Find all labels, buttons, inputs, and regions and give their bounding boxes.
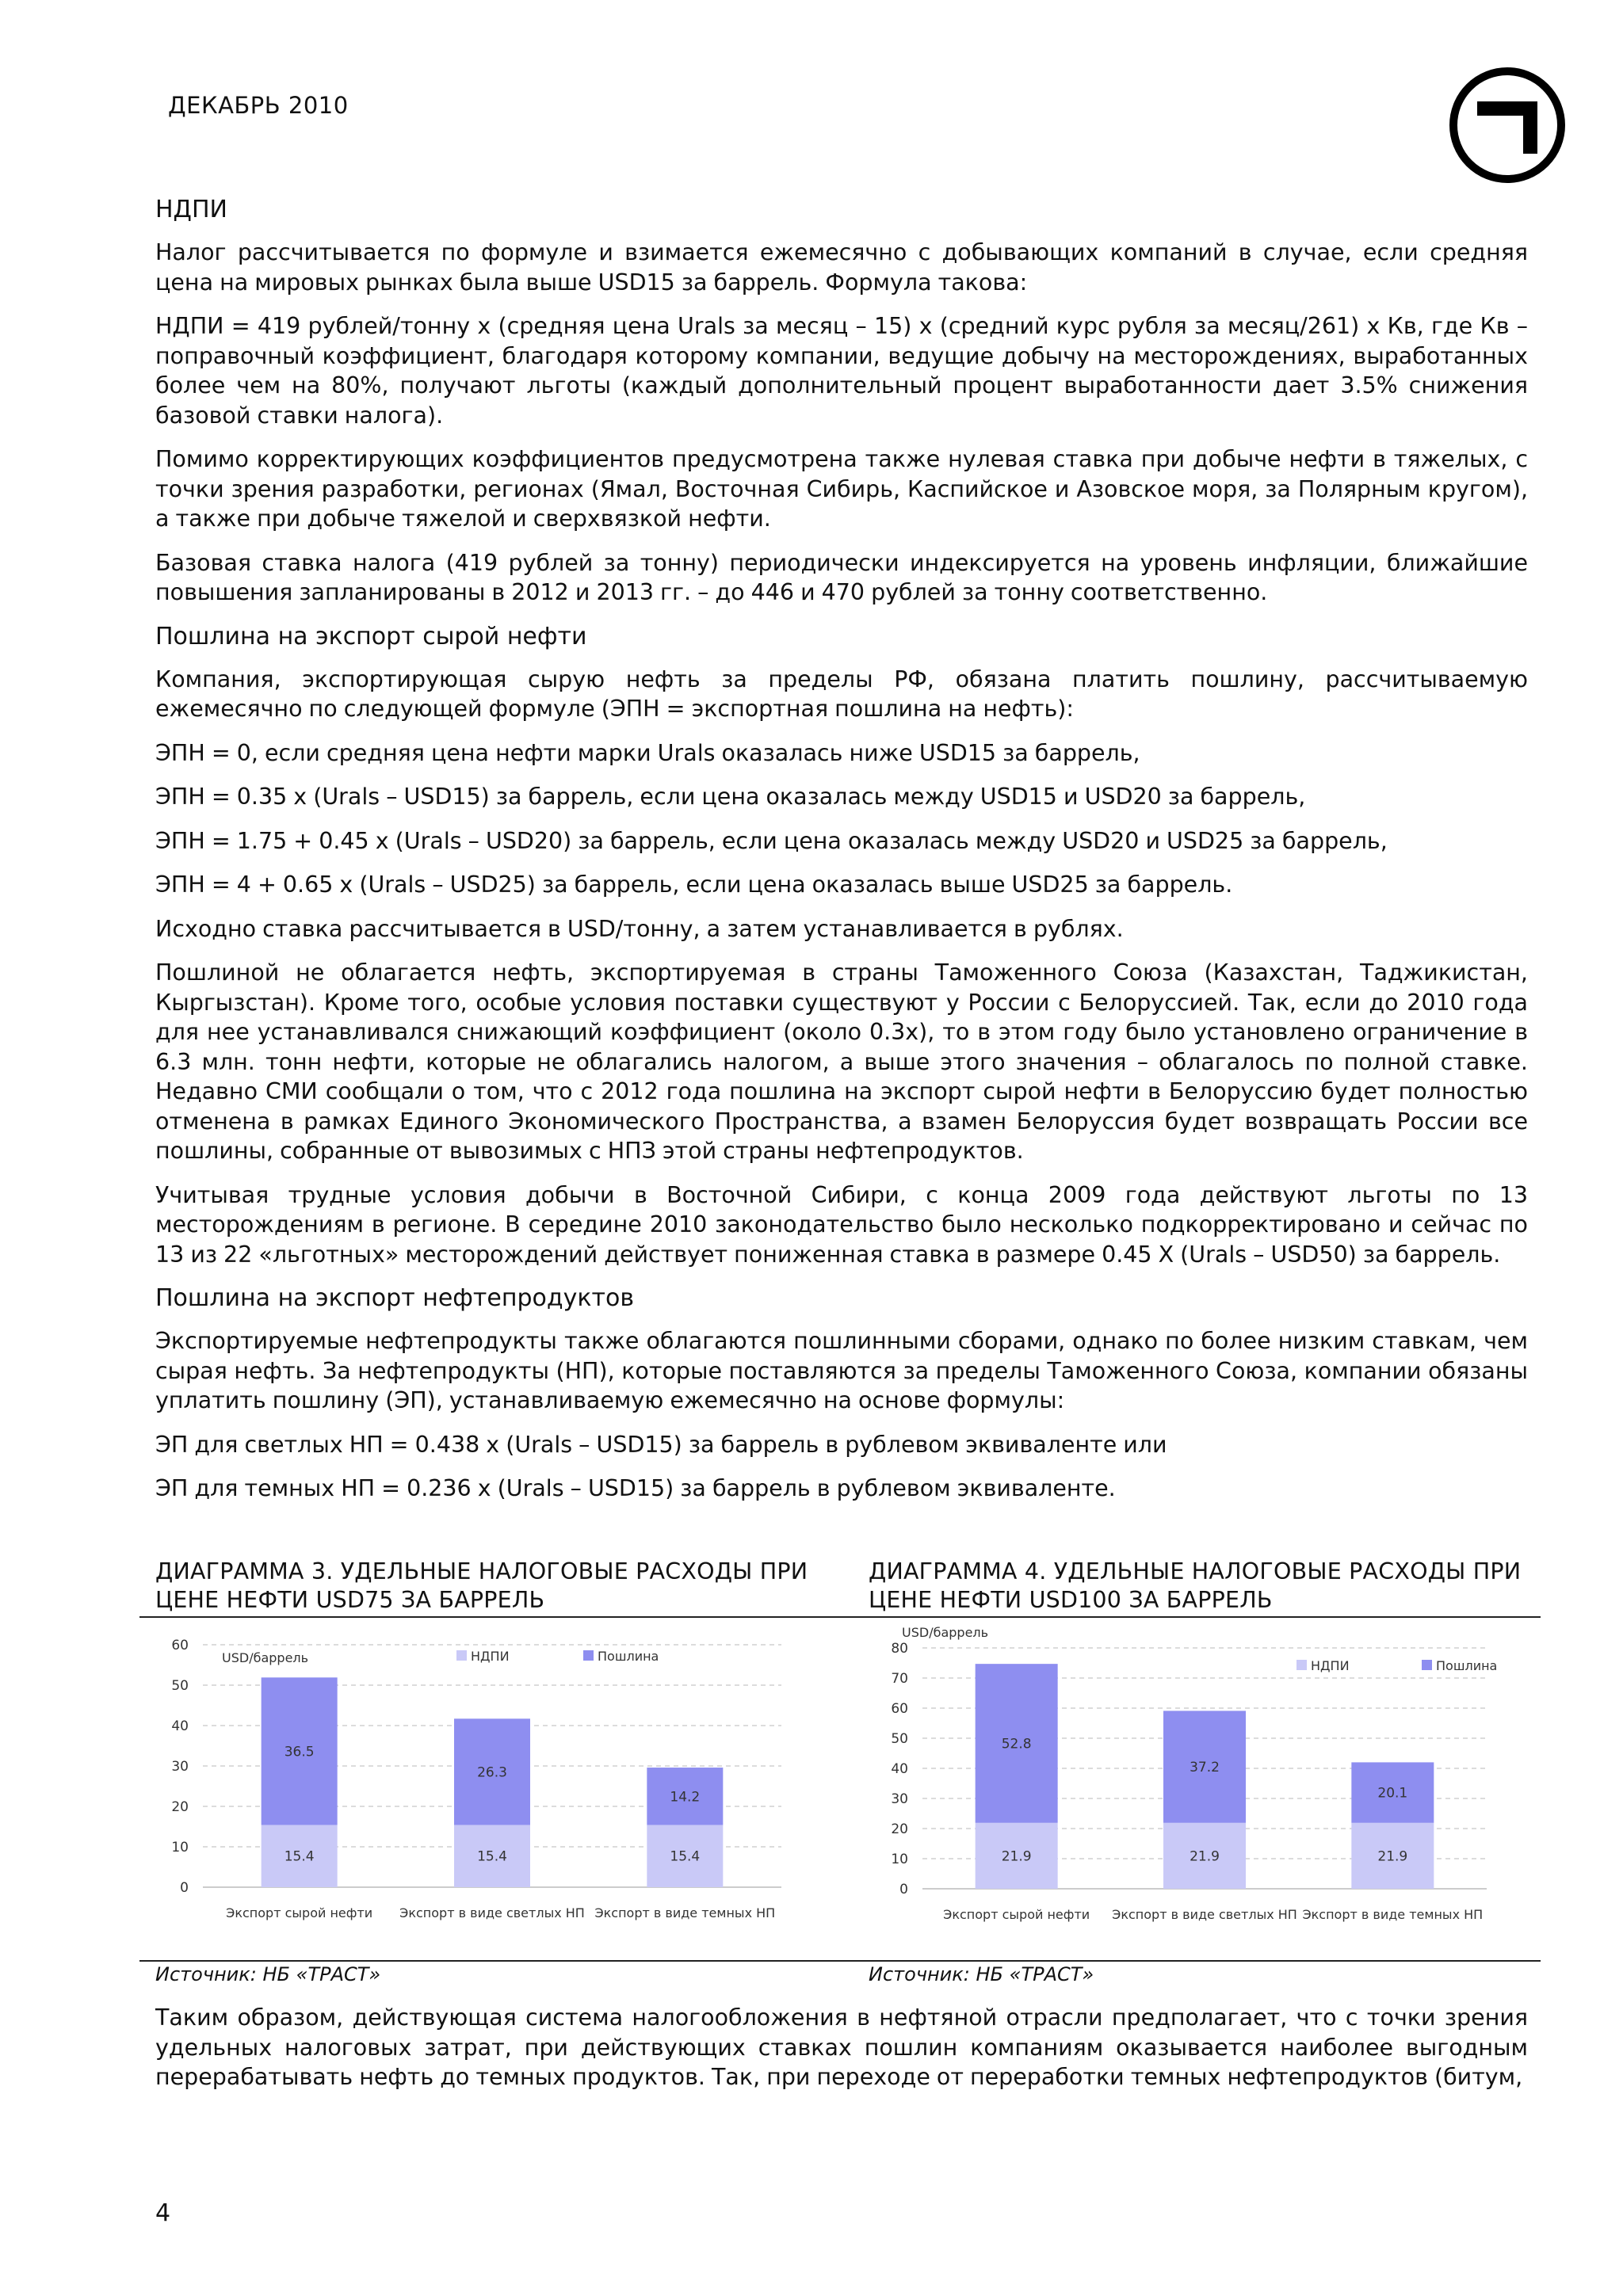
chart-title-line: ЦЕНЕ НЕФТИ USD100 ЗА БАРРЕЛЬ xyxy=(869,1587,1273,1613)
chart-rule-top xyxy=(139,1616,1541,1618)
y-axis-title: USD/баррель xyxy=(902,1625,989,1640)
paragraph: Базовая ставка налога (419 рублей за тонну) периодически индексируется на уровень инфляции, ближайшие повышения запланированы в 2012 и 2013 гг. – до 446 и 470 рублей за тонну соответственно. xyxy=(155,549,1528,605)
category-label: Экспорт в виде темных НП xyxy=(594,1905,776,1920)
data-label: 26.3 xyxy=(477,1764,507,1781)
legend-label: НДПИ xyxy=(1311,1658,1350,1673)
formula: ЭПН = 0.35 х (Urals – USD15) за баррель, если цена оказалась между USD15 и USD20 за баррель, xyxy=(155,784,1306,810)
paragraph: Экспортируемые нефтепродукты также облагаются пошлинными сборами, однако по более низким ставкам, чем сырая нефть. За нефтепродукты (НП), которые поставляются за пределы Таможенного Союза, компании обязаны уплатить пошлину (ЭП), устанавливаемую ежемесячно на основе формулы: xyxy=(155,1328,1528,1413)
y-tick-label: 20 xyxy=(891,1821,908,1837)
y-tick-label: 40 xyxy=(171,1718,189,1734)
y-tick-label: 70 xyxy=(891,1671,908,1687)
paragraph: Учитывая трудные условия добычи в Восточной Сибири, с конца 2009 года действуют льготы по 13 месторождениям в регионе. В середине 2010 законодательство было несколько подкорректировано и сейчас по 13 из 22 «льготных» месторождений действует пониженная ставка в размере 0.45 Х (Urals – USD50) за баррель. xyxy=(155,1181,1528,1268)
legend-swatch xyxy=(583,1650,594,1661)
y-tick-label: 40 xyxy=(891,1761,908,1777)
y-tick-label: 10 xyxy=(171,1840,189,1855)
section-title-ndpi: НДПИ xyxy=(155,196,227,223)
category-label: Экспорт в виде светлых НП xyxy=(399,1905,585,1920)
data-label: 21.9 xyxy=(1377,1848,1408,1865)
data-label: 37.2 xyxy=(1190,1760,1220,1776)
y-tick-label: 60 xyxy=(891,1701,908,1717)
chart-title-line: ДИАГРАММА 3. УДЕЛЬНЫЕ НАЛОГОВЫЕ РАСХОДЫ ПРИ xyxy=(155,1558,808,1585)
y-tick-label: 80 xyxy=(891,1641,908,1657)
data-label: 20.1 xyxy=(1377,1785,1408,1802)
paragraph: Налог рассчитывается по формуле и взимается ежемесячно с добывающих компаний в случае, если средняя цена на мировых рынках была выше USD15 за баррель. Формула такова: xyxy=(155,239,1528,296)
paragraph: Исходно ставка рассчитывается в USD/тонну, а затем устанавливается в рублях. xyxy=(155,915,1124,942)
conclusion-text xyxy=(155,2003,1528,2092)
chart-title-line: ЦЕНЕ НЕФТИ USD75 ЗА БАРРЕЛЬ xyxy=(155,1587,545,1613)
chart-3-plot xyxy=(139,1621,837,1930)
legend-label: Пошлина xyxy=(1436,1658,1498,1673)
chart-title-line: ДИАГРАММА 4. УДЕЛЬНЫЕ НАЛОГОВЫЕ РАСХОДЫ ПРИ xyxy=(869,1558,1522,1585)
chart-3 xyxy=(139,1558,837,1615)
y-tick-label: 60 xyxy=(171,1638,189,1653)
data-label: 15.4 xyxy=(670,1848,701,1865)
data-label: 52.8 xyxy=(1001,1736,1032,1753)
main-text xyxy=(155,195,1528,1518)
data-label: 36.5 xyxy=(284,1744,315,1760)
legend-label: Пошлина xyxy=(598,1649,659,1664)
paragraph: Пошлиной не облагается нефть, экспортируемая в страны Таможенного Союза (Казахстан, Таджикистан, Кыргызстан). Кроме того, особые условия поставки существуют у России с Белоруссией. Так, если до 2010 года для нее устанавливался снижающий коэффициент (около 0.3х), то в этом году было установлено ограничение в 6.3 млн. тонн нефти, которые не облагались налогом, а выше этого значения – облагалось по полной ставке. Недавно СМИ сообщали о том, что с 2012 года пошлина на экспорт сырой нефти в Белоруссию будет полностью отменена в рамках Единого Экономического Пространства, а взамен Белоруссия будет возвращать России все пошлины, собранные от вывозимых с НПЗ этой страны нефтепродуктов. xyxy=(155,959,1528,1164)
paragraph: Компания, экспортирующая сырую нефть за пределы РФ, обязана платить пошлину, рассчитываемую ежемесячно по следующей формуле (ЭПН = экспортная пошлина на нефть): xyxy=(155,666,1528,722)
data-label: 15.4 xyxy=(284,1848,315,1865)
y-tick-label: 0 xyxy=(180,1880,189,1896)
category-label: Экспорт сырой нефти xyxy=(943,1907,1090,1922)
legend-label: НДПИ xyxy=(471,1649,510,1664)
chart-4-plot xyxy=(853,1621,1541,1930)
y-tick-label: 50 xyxy=(891,1731,908,1747)
y-tick-label: 20 xyxy=(171,1799,189,1815)
paragraph: Таким образом, действующая система налогообложения в нефтяной отрасли предполагает, что с точки зрения удельных налоговых затрат, при действующих ставках пошлин компаниям оказывается наиболее выгодным перерабатывать нефть до темных продуктов. Так, при переходе от переработки темных нефтепродуктов (битум, xyxy=(155,2004,1528,2090)
data-label: 14.2 xyxy=(670,1789,701,1806)
chart-source: Источник: НБ «ТРАСТ» xyxy=(869,1963,1094,1985)
formula: ЭП для светлых НП = 0.438 х (Urals – USD15) за баррель в рублевом эквиваленте или xyxy=(155,1431,1167,1458)
chart-source: Источник: НБ «ТРАСТ» xyxy=(155,1963,381,1985)
paragraph: Помимо корректирующих коэффициентов предусмотрена также нулевая ставка при добыче нефти в тяжелых, с точки зрения разработки, регионах (Ямал, Восточная Сибирь, Каспийское и Азовское моря, за Полярным кругом), а также при добыче тяжелой и сверхвязкой нефти. xyxy=(155,446,1528,532)
data-label: 15.4 xyxy=(477,1848,507,1865)
chart-rule-bottom xyxy=(139,1960,1541,1962)
chart-4 xyxy=(853,1558,1541,1615)
category-label: Экспорт в виде темных НП xyxy=(1302,1907,1484,1922)
y-tick-label: 0 xyxy=(899,1882,908,1897)
data-label: 21.9 xyxy=(1190,1848,1220,1865)
paragraph: НДПИ = 419 рублей/тонну х (средняя цена Urals за месяц – 15) х (средний курс рубля за месяц/261) х Кв, где Кв – поправочный коэффициент, благодаря которому компании, ведущие добычу на месторождениях, выработанных более чем на 80%, получают льготы (каждый дополнительный процент выработанности дает 3.5% снижения базовой ставки налога). xyxy=(155,313,1528,429)
formula: ЭПН = 0, если средняя цена нефти марки Urals оказалась ниже USD15 за баррель, xyxy=(155,739,1140,766)
category-label: Экспорт сырой нефти xyxy=(226,1905,373,1920)
y-tick-label: 30 xyxy=(891,1791,908,1807)
trust-logo-icon xyxy=(1449,67,1566,184)
y-axis-title: USD/баррель xyxy=(222,1650,309,1665)
page-number: 4 xyxy=(155,2199,171,2227)
legend-swatch xyxy=(1296,1660,1307,1670)
formula: ЭПН = 1.75 + 0.45 х (Urals – USD20) за баррель, если цена оказалась между USD20 и USD25 за баррель, xyxy=(155,827,1388,854)
legend-swatch xyxy=(1422,1660,1432,1670)
section-title-crude: Пошлина на экспорт сырой нефти xyxy=(155,622,587,650)
section-title-products: Пошлина на экспорт нефтепродуктов xyxy=(155,1284,634,1312)
category-label: Экспорт в виде светлых НП xyxy=(1112,1907,1297,1922)
y-tick-label: 10 xyxy=(891,1852,908,1867)
y-tick-label: 30 xyxy=(171,1759,189,1775)
formula: ЭПН = 4 + 0.65 х (Urals – USD25) за баррель, если цена оказалась выше USD25 за баррель. xyxy=(155,871,1233,898)
report-date: ДЕКАБРЬ 2010 xyxy=(168,92,349,119)
y-tick-label: 50 xyxy=(171,1678,189,1694)
legend-swatch xyxy=(456,1650,467,1661)
formula: ЭП для темных НП = 0.236 х (Urals – USD15) за баррель в рублевом эквиваленте. xyxy=(155,1475,1116,1501)
charts-area xyxy=(139,1558,1541,2001)
data-label: 21.9 xyxy=(1001,1848,1032,1865)
